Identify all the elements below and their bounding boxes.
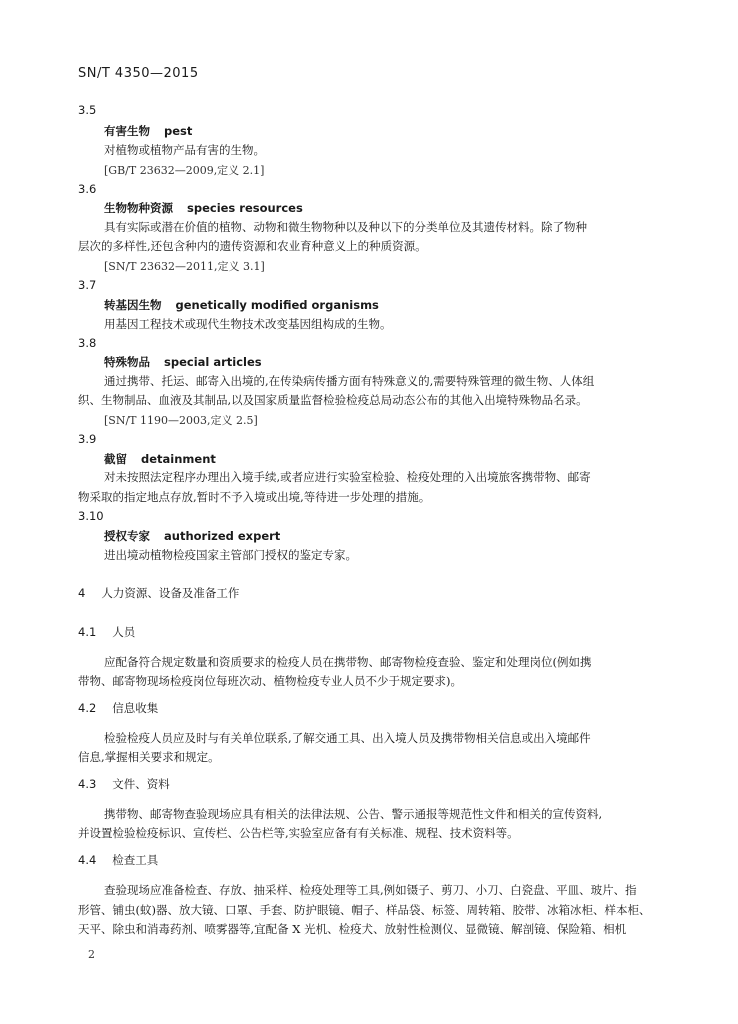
section-heading <box>78 624 135 640</box>
term-reference: [SN/T 1190—2003,定义 2.5] <box>104 414 258 427</box>
term-reference: [GB/T 23632—2009,定义 2.1] <box>104 164 265 177</box>
section-paragraph: 携带物、邮寄物查验现场应具有相关的法律法规、公告、警示通报等规范性文件和相关的宣传资料, <box>104 807 603 821</box>
term-definition: 具有实际或潜在价值的植物、动物和微生物物种以及种以下的分类单位及其遗传材料。除了物种 <box>104 220 587 234</box>
term-cn: 特殊物品 <box>104 355 150 369</box>
section-paragraph: 信息,掌握相关要求和规定。 <box>78 750 220 764</box>
term-title <box>104 528 280 544</box>
term-reference: [SN/T 23632—2011,定义 3.1] <box>104 260 265 273</box>
section-heading <box>78 776 170 792</box>
term-title <box>104 297 379 313</box>
term-number: 3.5 <box>78 103 97 117</box>
section-paragraph: 查验现场应准备检查、存放、抽采样、检疫处理等工具,例如镊子、剪刀、小刀、白瓷盘、平皿、玻片、指 <box>104 883 637 897</box>
term-title <box>104 200 303 216</box>
section-number: 4.2 <box>78 701 97 715</box>
term-definition: 层次的多样性,还包含种内的遗传资源和农业育种意义上的种质资源。 <box>78 239 427 253</box>
term-definition: 物采取的指定地点存放,暂时不予入境或出境,等待进一步处理的措施。 <box>78 490 431 504</box>
section-paragraph: 并设置检验检疫标识、宣传栏、公告栏等,实验室应备有有关标准、规程、技术资料等。 <box>78 826 519 840</box>
term-number: 3.9 <box>78 432 97 446</box>
chapter-heading <box>78 585 239 601</box>
chapter-number: 4 <box>78 586 86 600</box>
section-paragraph: 天平、除虫和消毒药剂、喷雾器等,宜配备 X 光机、检疫犬、放射性检测仪、显微镜、解剖镜、保险箱、相机 <box>78 922 627 936</box>
term-definition: 通过携带、托运、邮寄入出境的,在传染病传播方面有特殊意义的,需要特殊管理的微生物、人体组 <box>104 374 595 388</box>
section-paragraph: 应配备符合规定数量和资质要求的检疫人员在携带物、邮寄物检疫查验、鉴定和处理岗位(例如携 <box>104 655 592 669</box>
section-heading <box>78 852 158 868</box>
section-paragraph: 形管、铺虫(蚊)器、放大镜、口罩、手套、防护眼镜、帽子、样品袋、标签、周转箱、胶带、冰箱冰柜、样本柜、 <box>78 903 651 917</box>
term-definition: 对植物或植物产品有害的生物。 <box>104 143 265 157</box>
term-en: pest <box>164 124 193 138</box>
term-definition: 织、生物制品、血液及其制品,以及国家质量监督检验检疫总局动态公布的其他入出境特殊物品名录。 <box>78 393 588 407</box>
term-cn: 授权专家 <box>104 529 150 543</box>
section-title: 人员 <box>112 625 136 639</box>
section-title: 检查工具 <box>112 853 159 867</box>
section-title: 文件、资料 <box>112 777 170 791</box>
term-cn: 截留 <box>104 452 127 466</box>
term-number: 3.8 <box>78 336 97 350</box>
term-cn: 转基因生物 <box>104 298 162 312</box>
term-title <box>104 123 192 139</box>
term-number: 3.10 <box>78 509 104 523</box>
page-number: 2 <box>88 948 95 961</box>
section-paragraph: 检验检疫人员应及时与有关单位联系,了解交通工具、出入境人员及携带物相关信息或出入境邮件 <box>104 731 591 745</box>
term-title <box>104 354 262 370</box>
term-definition: 用基因工程技术或现代生物技术改变基因组构成的生物。 <box>104 317 392 331</box>
section-number: 4.3 <box>78 777 97 791</box>
term-cn: 有害生物 <box>104 124 150 138</box>
term-cn: 生物物种资源 <box>104 201 173 215</box>
section-number: 4.4 <box>78 853 97 867</box>
standard-number-header: SN/T 4350—2015 <box>78 66 199 81</box>
term-title <box>104 451 216 467</box>
term-en: species resources <box>187 201 303 215</box>
section-title: 信息收集 <box>112 701 159 715</box>
term-definition: 对未按照法定程序办理出入境手续,或者应进行实验室检验、检疫处理的入出境旅客携带物、邮寄 <box>104 470 591 484</box>
term-en: genetically modified organisms <box>175 298 379 312</box>
term-number: 3.6 <box>78 182 97 196</box>
term-definition: 进出境动植物检疫国家主管部门授权的鉴定专家。 <box>104 548 357 562</box>
section-heading <box>78 700 158 716</box>
term-en: special articles <box>164 355 262 369</box>
section-number: 4.1 <box>78 625 97 639</box>
term-en: detainment <box>141 452 216 466</box>
section-paragraph: 带物、邮寄物现场检疫岗位每班次动、植物检疫专业人员不少于规定要求)。 <box>78 674 462 688</box>
chapter-title: 人力资源、设备及准备工作 <box>101 586 240 600</box>
term-number: 3.7 <box>78 278 97 292</box>
term-en: authorized expert <box>164 529 281 543</box>
